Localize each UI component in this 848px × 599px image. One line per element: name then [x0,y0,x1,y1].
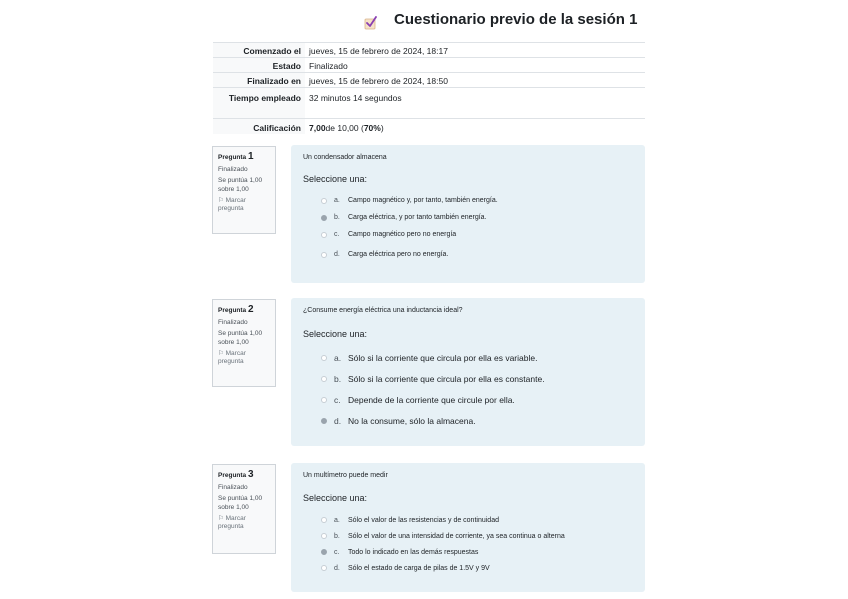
answer-option-b[interactable]: b. Sólo si la corriente que circula por ella es constante. [303,368,633,389]
summary-value: jueves, 15 de febrero de 2024, 18:50 [305,73,645,88]
answer-option-a[interactable]: a. Sólo si la corriente que circula por ella es variable. [303,347,633,368]
question-grade-line2: sobre 1,00 [218,339,249,346]
question-content-1 [291,145,645,283]
radio-button[interactable] [321,565,327,571]
question-content-3 [291,463,645,592]
summary-row-time [213,88,645,119]
answer-option-d[interactable]: d. Sólo el estado de carga de pilas de 1.5V y 9V [303,560,633,576]
radio-button[interactable] [321,355,327,361]
summary-row-finished [213,73,645,88]
question-state: Finalizado [218,166,248,173]
page-header [364,8,637,30]
question-number: Pregunta 2 [218,304,254,315]
answer-prompt: Seleccione una: [303,329,368,339]
question-state: Finalizado [218,484,248,491]
question-state: Finalizado [218,319,248,326]
radio-button[interactable] [321,533,327,539]
summary-value: jueves, 15 de febrero de 2024, 18:17 [305,43,645,58]
radio-button[interactable] [321,252,327,258]
radio-button-selected[interactable] [321,215,327,221]
answer-option-c[interactable]: c. Depende de la corriente que circule por ella. [303,389,633,410]
summary-row-grade [213,119,645,135]
answer-option-d[interactable]: d. No la consume, sólo la almacena. [303,410,633,431]
question-info-1 [212,146,276,234]
question-content-2 [291,298,645,446]
summary-label: Finalizado en [213,73,305,88]
answer-option-c[interactable]: c. Todo lo indicado en las demás respuestas [303,544,633,560]
question-number: Pregunta 1 [218,151,254,162]
answer-option-a[interactable]: a. Sólo el valor de las resistencias y de continuidad [303,512,633,528]
flag-question-button[interactable]: ⚐ Marcar pregunta [218,197,246,212]
flag-icon: ⚐ [218,515,224,522]
summary-value: Finalizado [305,58,645,73]
radio-button[interactable] [321,517,327,523]
answer-option-c[interactable]: c. Campo magnético pero no energía [303,226,633,243]
radio-button[interactable] [321,232,327,238]
question-info-2 [212,299,276,387]
radio-button[interactable] [321,376,327,382]
answer-prompt: Seleccione una: [303,174,368,184]
question-grade-line2: sobre 1,00 [218,504,249,511]
summary-row-state [213,58,645,73]
question-text: ¿Consume energía eléctrica una inductancia ideal? [303,307,463,314]
summary-value: 7,00de 10,00 (70%) [305,119,645,135]
flag-question-button[interactable]: ⚐ Marcar pregunta [218,515,246,530]
summary-label: Calificación [213,119,305,135]
answer-prompt: Seleccione una: [303,493,368,503]
summary-label: Comenzado el [213,43,305,58]
summary-label: Tiempo empleado [213,88,305,119]
question-info-3 [212,464,276,554]
question-number: Pregunta 3 [218,469,254,480]
summary-value: 32 minutos 14 segundos [305,88,645,119]
radio-button[interactable] [321,397,327,403]
flag-icon: ⚐ [218,350,224,357]
question-text: Un condensador almacena [303,154,387,161]
radio-button[interactable] [321,198,327,204]
quiz-check-icon [364,16,378,30]
question-grade-line1: Se puntúa 1,00 [218,495,263,502]
attempt-summary-table [213,42,645,134]
page-title: Cuestionario previo de la sesión 1 [394,10,638,28]
summary-row-started [213,43,645,58]
question-grade-line2: sobre 1,00 [218,186,249,193]
answer-option-b[interactable]: b. Carga eléctrica, y por tanto también energía. [303,209,633,226]
flag-question-button[interactable]: ⚐ Marcar pregunta [218,350,246,365]
answer-option-b[interactable]: b. Sólo el valor de una intensidad de corriente, ya sea continua o alterna [303,528,633,544]
answer-option-d[interactable]: d. Carga eléctrica pero no energía. [303,243,633,266]
question-text: Un multímetro puede medir [303,472,388,479]
answer-option-a[interactable]: a. Campo magnético y, por tanto, también energía. [303,192,633,209]
question-grade-line1: Se puntúa 1,00 [218,330,263,337]
radio-button-selected[interactable] [321,549,327,555]
flag-icon: ⚐ [218,197,224,204]
question-grade-line1: Se puntúa 1,00 [218,177,263,184]
radio-button-selected[interactable] [321,418,327,424]
summary-label: Estado [213,58,305,73]
